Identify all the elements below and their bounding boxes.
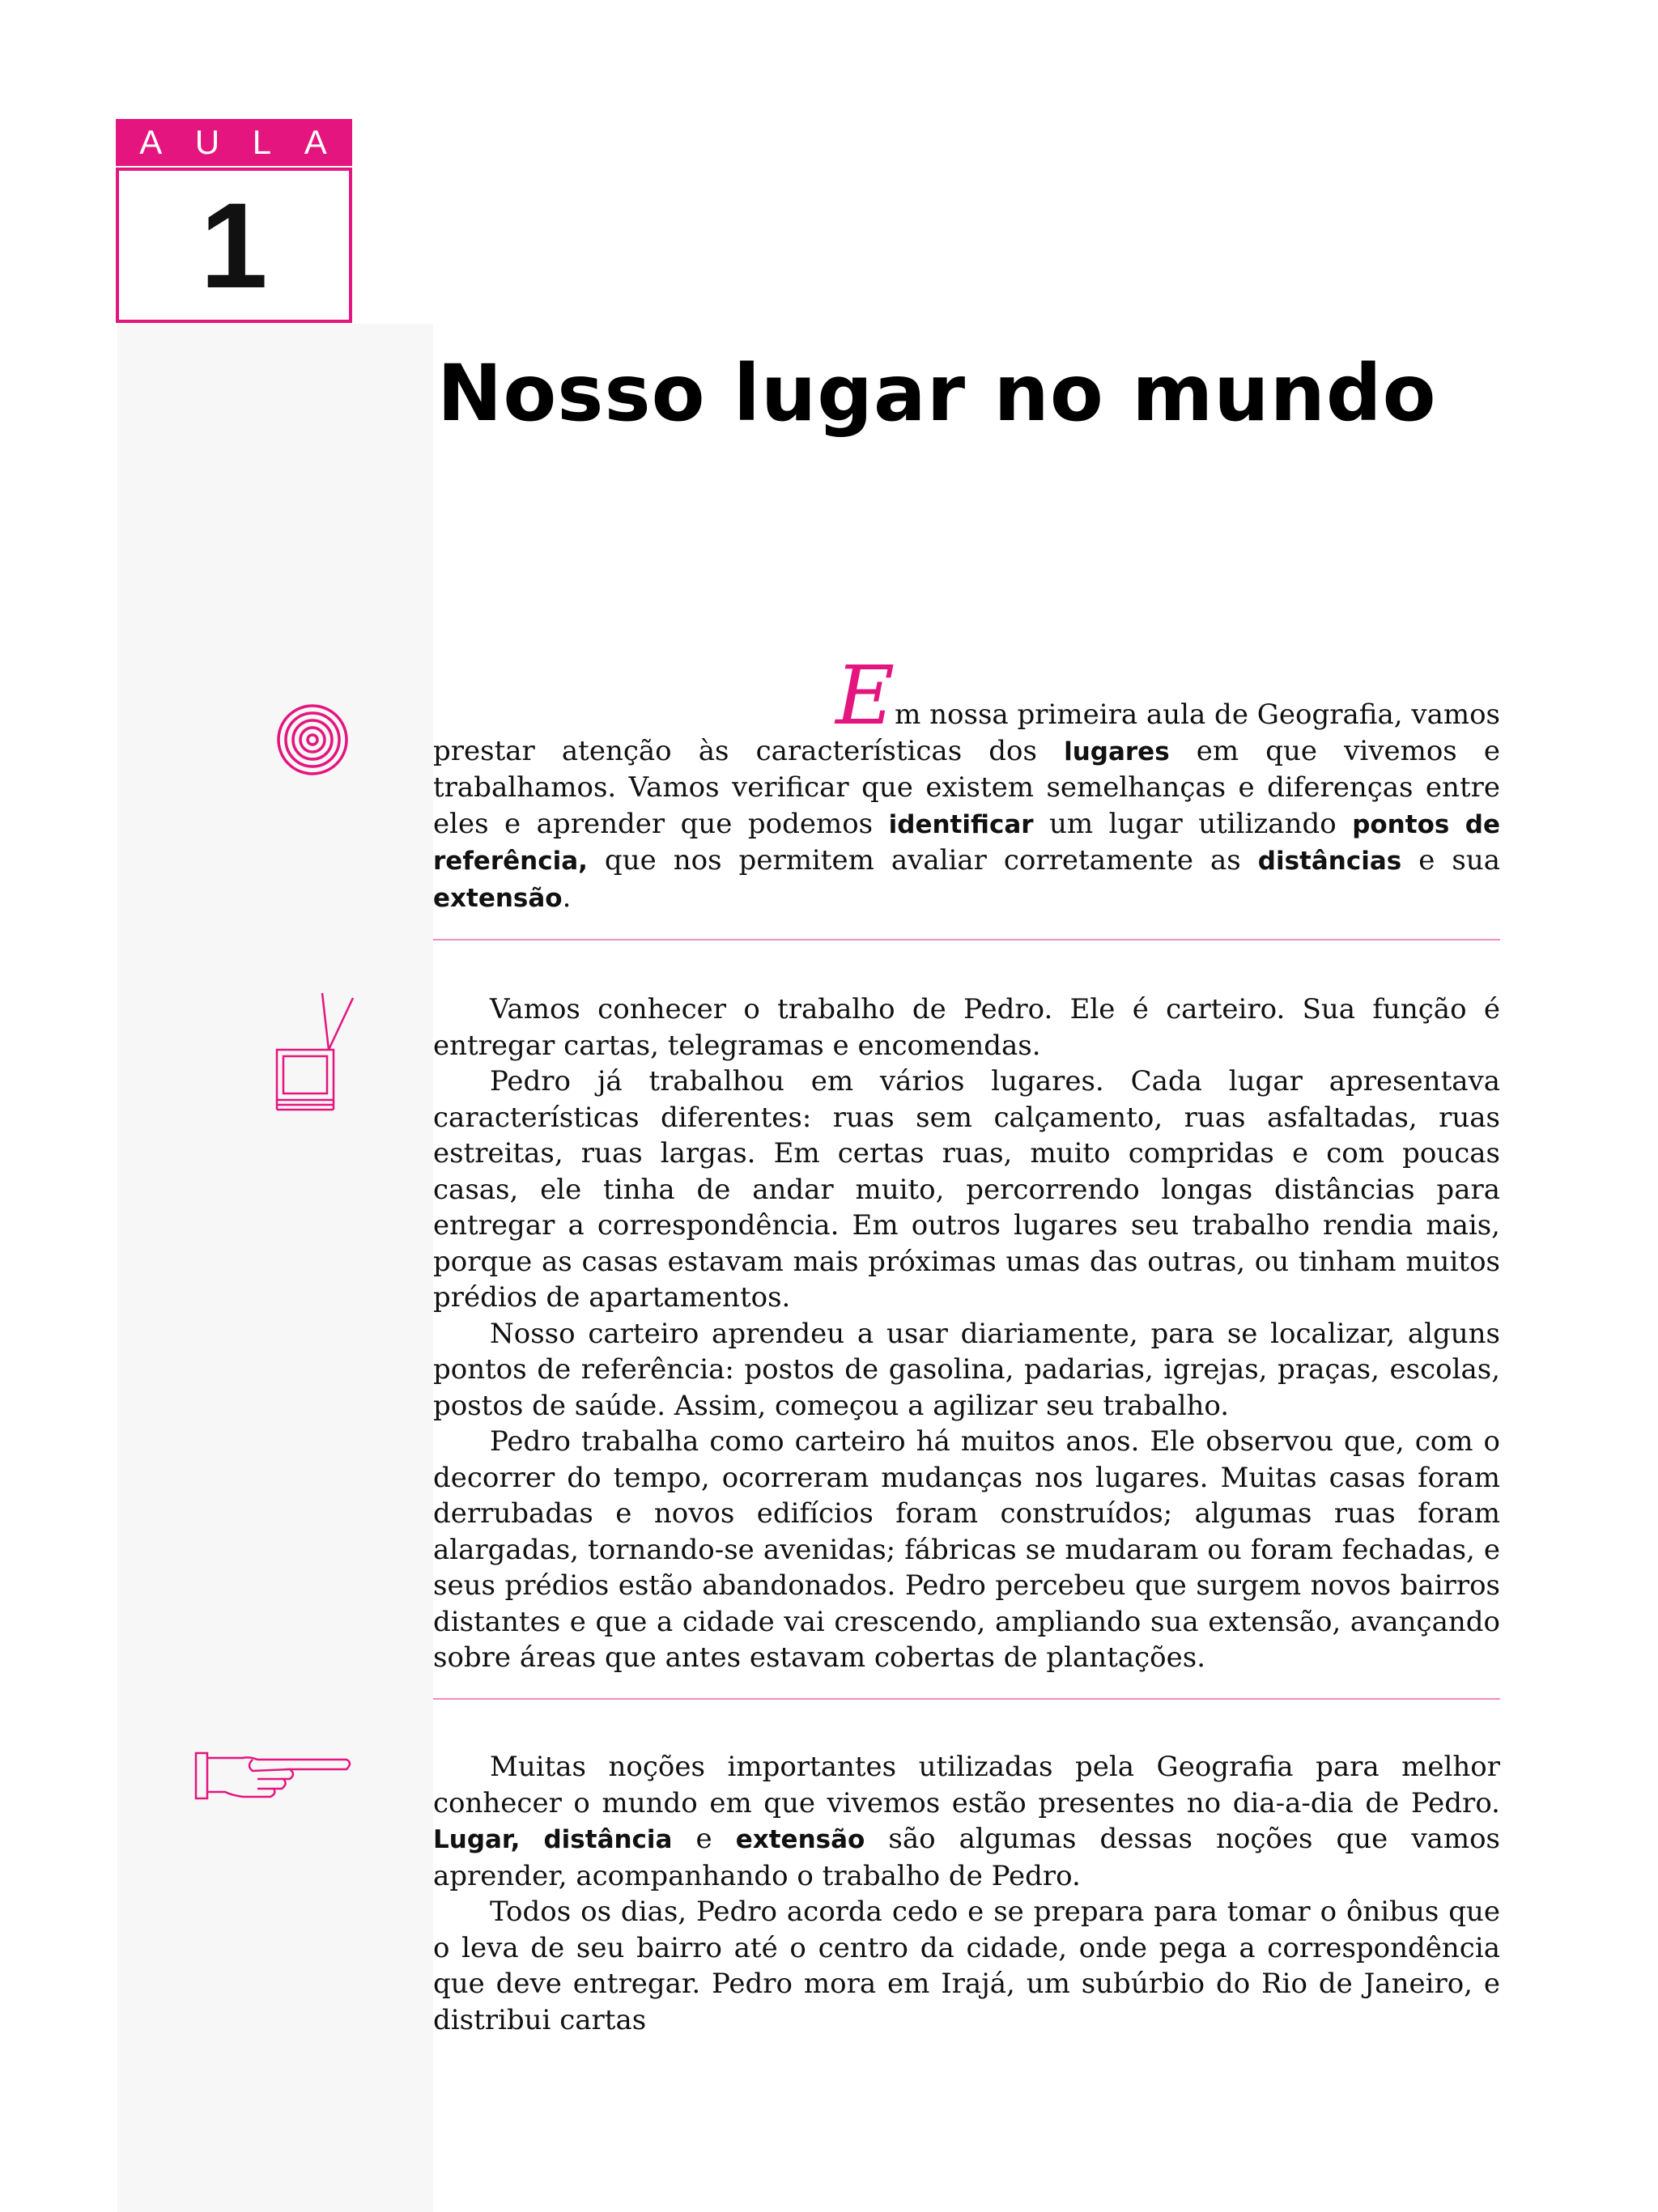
aula-number-box (116, 168, 352, 323)
left-margin-panel (117, 324, 433, 2212)
paragraph: Nosso carteiro aprendeu a usar diariamente, para se localizar, alguns pontos de referência: postos de gasolina, padarias, igrejas, praças, escolas, postos de saúde. Assim, começou a agilizar seu trabalho. (433, 1317, 1500, 1422)
intro-text: . (562, 881, 572, 914)
intro-text: em que vivemos e trabalhamos. Vamos verificar que existem semelhanças e diferenças entre eles e aprender que podemos (433, 734, 1500, 840)
keyword: extensão (735, 1825, 865, 1854)
aula-letter: L (252, 123, 274, 161)
keyword: extensão (433, 883, 563, 913)
keyword: distâncias (1257, 847, 1402, 876)
paragraph-text: são algumas dessas noções que vamos aprender, acompanhando o trabalho de Pedro. (433, 1823, 1500, 1892)
paragraph: Todos os dias, Pedro acorda cedo e se prepara para tomar o ônibus que o leva de seu bairro até o centro da cidade, onde pega a correspondência que deve entregar. Pedro mora em Irajá, um subúrbio do Rio de Janeiro, e distribui cartas (433, 1896, 1500, 2036)
aula-letter: A (304, 123, 329, 161)
paragraph: Vamos conhecer o trabalho de Pedro. Ele é carteiro. Sua função é entregar cartas, telegramas e encomendas. (433, 993, 1500, 1062)
section-divider (433, 939, 1500, 940)
keyword: Lugar, distância (433, 1825, 673, 1854)
section-divider (433, 1698, 1500, 1700)
aula-letter: A (139, 123, 164, 161)
section-pedro-work (433, 991, 1500, 1676)
target-icon (275, 703, 350, 777)
aula-number: 1 (200, 177, 268, 313)
page-title: Nosso lugar no mundo (437, 348, 1437, 439)
intro-paragraph (433, 648, 1500, 916)
section-geography-notions (433, 1749, 1500, 2038)
intro-text: prestar atenção às características dos (433, 734, 1065, 767)
intro-line1: m nossa primeira aula de Geografia, vamos (895, 698, 1500, 731)
paragraph: Pedro já trabalhou em vários lugares. Cada lugar apresentava características diferentes: ruas sem calçamento, ruas asfaltadas, ruas estreitas, ruas largas. Em certas ruas, muito compridas e com poucas casas, ele tinha de andar muito, percorrendo longas distâncias para entregar a correspondência. Em outros lugares seu trabalho rendia mais, porque as casas estavam mais próximas umas das outras, ou tinham muitos prédios de apartamentos. (433, 1065, 1500, 1314)
keyword: pontos de referência, (433, 809, 1500, 876)
keyword: lugares (1064, 737, 1170, 766)
keyword: identificar (888, 809, 1034, 839)
paragraph-text: Muitas noções importantes utilizadas pela Geografia para melhor conhecer o mundo em que vivemos estão presentes no dia-a-dia de Pedro. (433, 1751, 1500, 1819)
television-icon (274, 991, 355, 1117)
pointing-hand-icon (193, 1748, 355, 1805)
intro-text: e sua (1401, 844, 1500, 877)
paragraph: Pedro trabalha como carteiro há muitos anos. Ele observou que, com o decorrer do tempo, ocorreram mudanças nos lugares. Muitas casas foram derrubadas e novos edifícios foram construídos; algumas ruas foram alargadas, tornando-se avenidas; fábricas se mudaram ou foram fechadas, e seus prédios estão abandonados. Pedro percebeu que surgem novos bairros distantes e que a cidade vai crescendo, ampliando sua extensão, avançando sobre áreas que antes estavam cobertas de plantações. (433, 1425, 1500, 1674)
drop-cap: E (835, 648, 895, 743)
aula-label (116, 119, 352, 166)
intro-text: que nos permitem avaliar corretamente as (587, 844, 1258, 877)
paragraph-text: e (672, 1823, 736, 1855)
aula-letter: U (194, 123, 222, 161)
intro-text: um lugar utilizando (1033, 807, 1353, 840)
